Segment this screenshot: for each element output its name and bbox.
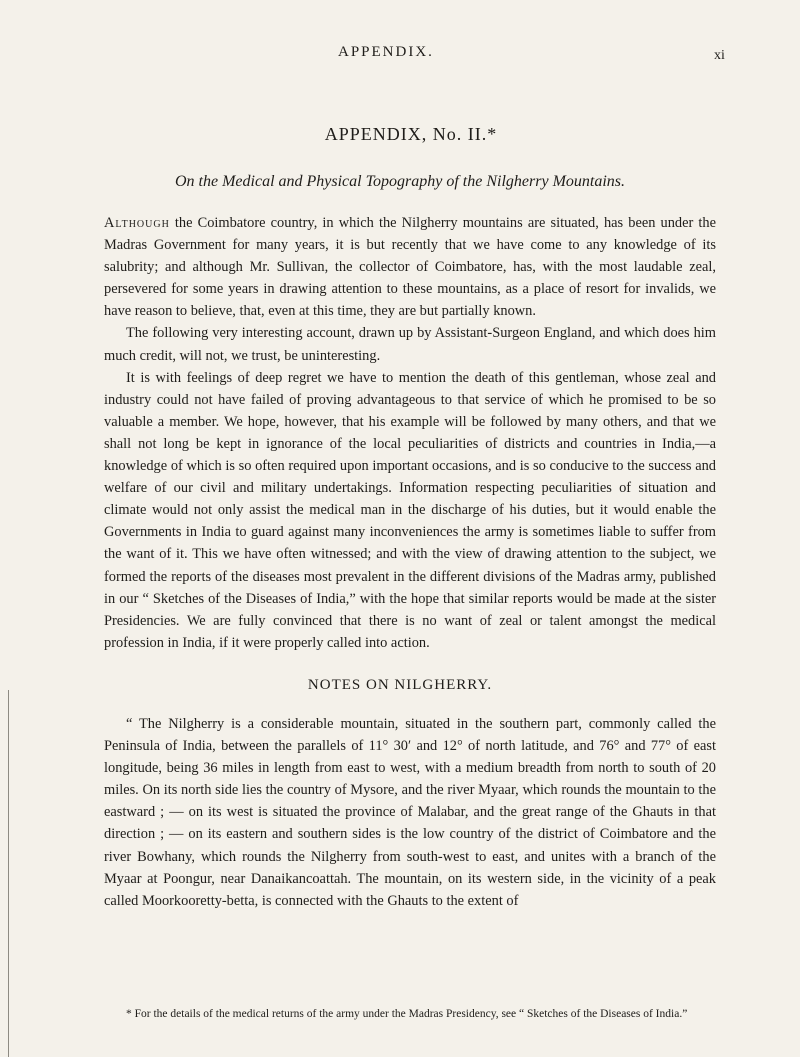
intro-paragraph-1-text: the Coimbatore country, in which the Nilgherry mountains are situated, has been under the Madras Government for many years, it is but recently that we have come to any knowledge of its salubrity; and although Mr. Sullivan, the collector of Coimbatore, has, with the most laudable zeal, persevered for some years in drawing attention to these mountains, as a place of resort for invalids, we have reason to believe, that, even at this time, they are but partially known. <box>104 215 716 320</box>
footnote: * For the details of the medical returns of the army under the Madras Presidency, see “ Sketches of the Diseases of India.” <box>126 1008 688 1020</box>
intro-paragraph-3: It is with feelings of deep regret we have to mention the death of this gentleman, whose zeal and industry could not have failed of proving advantageous to that service of which he promised to be so valuable a member. We hope, however, that his example will be followed by many others, and that we shall not long be kept in ignorance of the local peculiarities of districts and countries in India,—a knowledge of which is so often required upon important occasions, and is so conducive to the success and welfare of our civil and military undertakings. Information respecting peculiarities of situation and climate would not only assist the medical man in the discharge of his duties, but it would enable the Governments in India to guard against many inconveniences the army is sometimes liable to suffer from the want of it. This we have often witnessed; and with the view of drawing attention to the subject, we formed the reports of the diseases most prevalent in the different divisions of the Madras army, published in our “ Sketches of the Diseases of India,” with the hope that similar reports would be made at the sister Presidencies. We are fully convinced that there is no want of zeal or talent amongst the medical profession in India, if it were properly called into action. <box>104 369 716 651</box>
page-edge-line <box>8 690 9 1057</box>
notes-paragraph-1: “ The Nilgherry is a considerable mountain, situated in the southern part, commonly called the Peninsula of India, between the parallels of 11° 30′ and 12° of north latitude, and 76° and 77° of east longitude, being 36 miles in length from east to west, with a medium breadth from north to south of 20 miles. On its north side lies the country of Mysore, and the river Myaar, which rounds the mountain to the eastward ; — on its west is situated the province of Malabar, and the great range of the Ghauts in that direction ; — on its eastern and southern sides is the low country of the district of Coimbatore and the river Bowhany, which rounds the Nilgherry from south-west to east, and unites with a branch of the Myaar at Poongur, near Danaikancoattah. The mountain, on its western side, in the vicinity of a peak called Moorkooretty-betta, is connected with the Ghauts to the extent of <box>104 716 716 909</box>
intro-section <box>104 212 716 654</box>
drop-lead-word: Although <box>104 215 170 231</box>
intro-paragraph-2: The following very interesting account, drawn up by Assistant-Surgeon England, and which does him much credit, will not, we trust, be uninteresting. <box>104 325 716 364</box>
notes-section <box>104 713 716 912</box>
intro-paragraph-1 <box>104 212 716 322</box>
running-title: APPENDIX. <box>338 44 434 60</box>
subtitle: On the Medical and Physical Topography of the Nilgherry Mountains. <box>174 173 626 190</box>
page-number: xi <box>714 48 725 63</box>
notes-heading: NOTES ON NILGHERRY. <box>307 677 493 693</box>
appendix-title: APPENDIX, No. II.* <box>324 124 498 144</box>
